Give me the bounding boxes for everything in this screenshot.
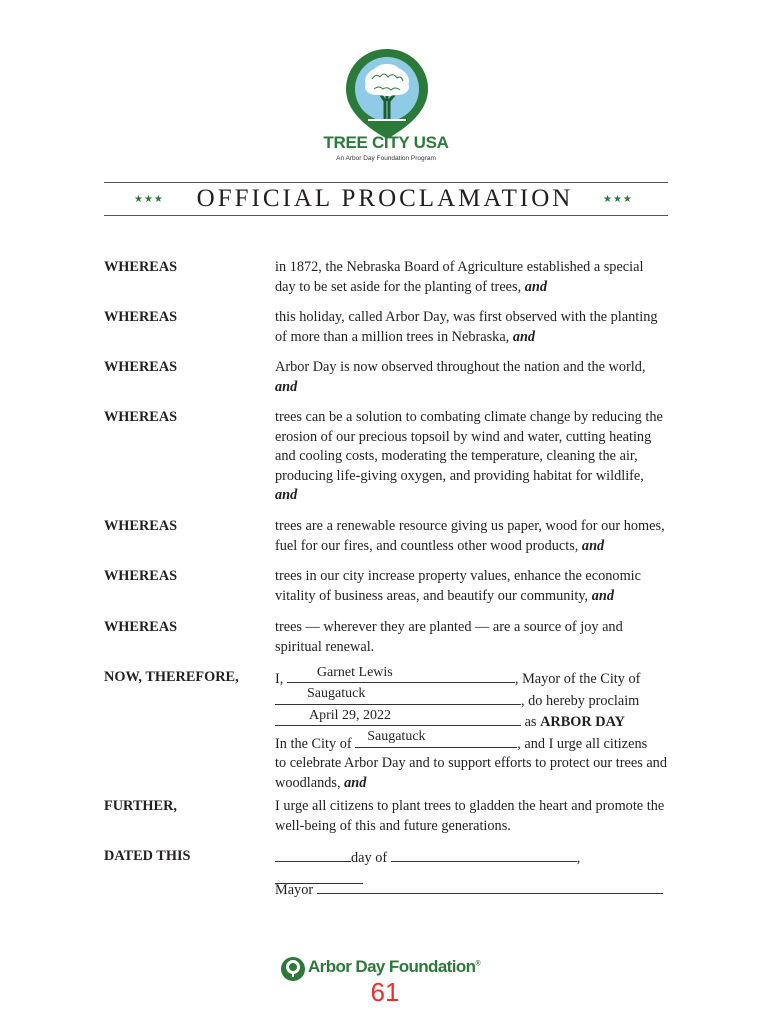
and-word: and: [275, 378, 298, 395]
tree-city-usa-subtitle: An Arbor Day Foundation Program: [336, 155, 436, 162]
tree-city-usa-logo: [338, 45, 436, 143]
whereas-text: trees in our city increase property values, enhance the economic vitality of business areas, and beautify our community,: [275, 568, 642, 604]
dated-label: DATED THIS: [104, 848, 191, 864]
whereas-text: Arbor Day is now observed throughout the nation and the world,: [275, 359, 646, 375]
in-city-line: In the City of Saugatuck , and I urge all citizens: [275, 729, 648, 752]
mayor-label: Mayor: [275, 882, 314, 898]
title-top-rule: [104, 182, 668, 183]
whereas-label: WHEREAS: [104, 518, 178, 534]
city-field[interactable]: Saugatuck: [275, 690, 521, 705]
whereas-label: WHEREAS: [104, 259, 178, 275]
day-field[interactable]: [275, 847, 351, 862]
mayor-signature-field[interactable]: [317, 879, 663, 894]
and-word: and: [344, 774, 367, 791]
tree-city-usa-title: TREE CITY USA: [323, 133, 449, 152]
whereas-label: WHEREAS: [104, 309, 178, 325]
whereas-text: this holiday, called Arbor Day, was first observed with the planting of more than a million trees in Nebraska,: [275, 309, 658, 345]
and-word: and: [591, 587, 614, 604]
and-word: and: [524, 278, 547, 295]
page-number: 61: [370, 977, 400, 1007]
whereas-label: WHEREAS: [104, 619, 178, 635]
whereas-label: WHEREAS: [104, 409, 178, 425]
now-therefore-label: NOW, THEREFORE,: [104, 669, 239, 685]
further-text: I urge all citizens to plant trees to gladden the heart and promote the well-being of this and future generations.: [275, 798, 665, 834]
tree-logo-icon: [338, 45, 436, 143]
city-field-2[interactable]: Saugatuck: [355, 733, 517, 748]
whereas-text: trees can be a solution to combating climate change by reducing the erosion of our precious topsoil by wind and water, cutting heating and cooling costs, moderating the temperature, cleaning the air, producing life-giving oxygen, and providing habitat for wildlife,: [275, 409, 663, 484]
city-line: Saugatuck , do hereby proclaim: [275, 690, 667, 712]
stars-right-icon: ★★★: [603, 194, 633, 205]
whereas-text: in 1872, the Nebraska Board of Agriculture established a special day to be set aside for the planting of trees,: [275, 259, 644, 295]
and-word: and: [581, 537, 605, 554]
arbor-day-foundation-logo: Arbor Day Foundation®: [308, 957, 481, 976]
stars-left-icon: ★★★: [134, 194, 164, 205]
mayor-line: I, Garnet Lewis , Mayor of the City of: [275, 664, 641, 687]
title-bottom-rule: [104, 215, 668, 216]
month-field[interactable]: [391, 847, 577, 862]
whereas-label: WHEREAS: [104, 568, 178, 584]
mayor-name-field[interactable]: Garnet Lewis: [287, 668, 515, 683]
and-word: and: [275, 487, 298, 503]
date-field[interactable]: April 29, 2022: [275, 711, 521, 726]
further-label: FURTHER,: [104, 798, 177, 814]
and-word: and: [512, 328, 536, 345]
date-line: April 29, 2022 as ARBOR DAY: [275, 711, 667, 733]
whereas-text: trees are a renewable resource giving us paper, wood for our homes, fuel for our fires, and countless other wood products,: [275, 518, 665, 554]
proclamation-title: OFFICIAL PROCLAMATION: [196, 185, 574, 212]
arbor-day-leaf-icon: [280, 956, 306, 982]
whereas-label: WHEREAS: [104, 359, 178, 375]
arbor-day-text: ARBOR DAY: [540, 714, 625, 730]
whereas-text: trees — wherever they are planted — are a source of joy and spiritual renewal.: [275, 619, 623, 655]
now-therefore-text: to celebrate Arbor Day and to support efforts to protect our trees and woodlands,: [275, 755, 667, 791]
